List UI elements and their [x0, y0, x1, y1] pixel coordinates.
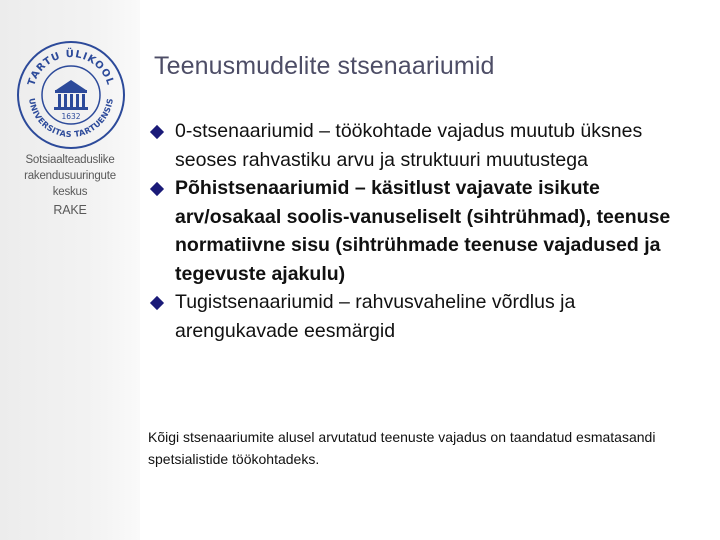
org-name	[6, 152, 134, 218]
footnote-text: Kõigi stsenaariumite alusel arvutatud teenuste vajadus on taandatud esmatasandi spetsialistide töökohtadeks.	[148, 429, 656, 467]
bullet-list	[148, 117, 673, 345]
org-line-2: rakendusuuringute	[24, 170, 116, 182]
bullet-item-zero-scenario	[148, 117, 673, 174]
org-line-1: Sotsiaalteaduslike	[25, 154, 115, 166]
diamond-bullet-icon	[150, 182, 164, 196]
university-seal-logo	[16, 40, 126, 150]
org-line-3: keskus	[52, 186, 88, 198]
seal-bottom-text: UNIVERSITAS TARTUENSIS	[27, 97, 115, 140]
slide-title: Teenusmudelite stsenaariumid	[154, 52, 495, 80]
diamond-bullet-icon	[150, 296, 164, 310]
bullet-item-main-scenario	[148, 174, 673, 288]
building-icon	[54, 80, 88, 110]
bullet-text: Tugistsenaariumid – rahvusvaheline võrdlus ja arengukavade eesmärgid	[175, 291, 576, 342]
bullet-item-support-scenario	[148, 288, 673, 345]
diamond-bullet-icon	[150, 125, 164, 139]
sidebar	[0, 0, 140, 540]
seal-top-text: TARTU ÜLIKOOL	[26, 48, 116, 88]
bullet-text: 0-stsenaariumid – töökohtade vajadus muutub üksnes seoses rahvastiku arvu ja struktuuri muutustega	[175, 120, 643, 171]
seal-year: 1632	[61, 112, 81, 121]
org-abbr: RAKE	[53, 203, 87, 217]
bullet-text: Põhistsenaariumid – käsitlust vajavate isikute arv/osakaal soolis-vanuseliselt (sihtrühmad), teenuse normatiivne sisu (sihtrühmade teenuse vajadused ja tegevuste ajakulu)	[175, 177, 671, 285]
